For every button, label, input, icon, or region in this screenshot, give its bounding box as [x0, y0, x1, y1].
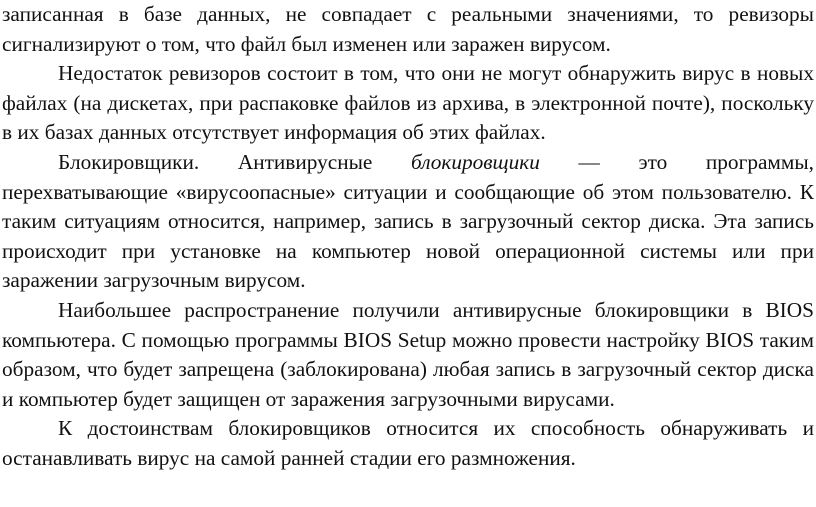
paragraph-blockers-advantages: К достоинствам блокировщиков относится их способность обнаруживать и останавливать вирус на самой ранней стадии его размножения.: [2, 416, 814, 470]
paragraph-auditors-drawback: Недостаток ревизоров состоит в том, что они не могут обнаружить вирус в новых файлах (на дискетах, при распаковке файлов из архива, в электронной почте), поскольку в их базах данных отсутствует информация об этих файлах.: [2, 61, 814, 145]
blockers-term-italic: блокировщики: [411, 149, 540, 174]
paragraph-blockers-definition: [2, 148, 814, 296]
paragraph-continuation: записанная в базе данных, не совпадает с реальными значениями, то ревизоры сигнализируют о том, что файл был изменен или заражен вирусом.: [2, 2, 814, 56]
paragraph-bios-blockers: Наибольшее распространение получили антивирусные блокировщики в BIOS компьютера. С помощью программы BIOS Setup можно провести настройку BIOS таким образом, что будет запрещена (заблокирована) любая запись в загрузочный сектор диска и компьютер будет защищен от заражения загрузочными вирусами.: [2, 297, 814, 411]
blockers-lead-text: Блокировщики. Антивирусные: [58, 149, 412, 174]
blockers-definition-text: — это программы, перехватывающие «вирусоопасные» ситуации и сообщающие об этом пользователю. К таким ситуациям относится, например, запись в загрузочный сектор диска. Эта запись происходит при установке на компьютер новой операционной системы или при заражении загрузочным вирусом.: [2, 149, 815, 293]
